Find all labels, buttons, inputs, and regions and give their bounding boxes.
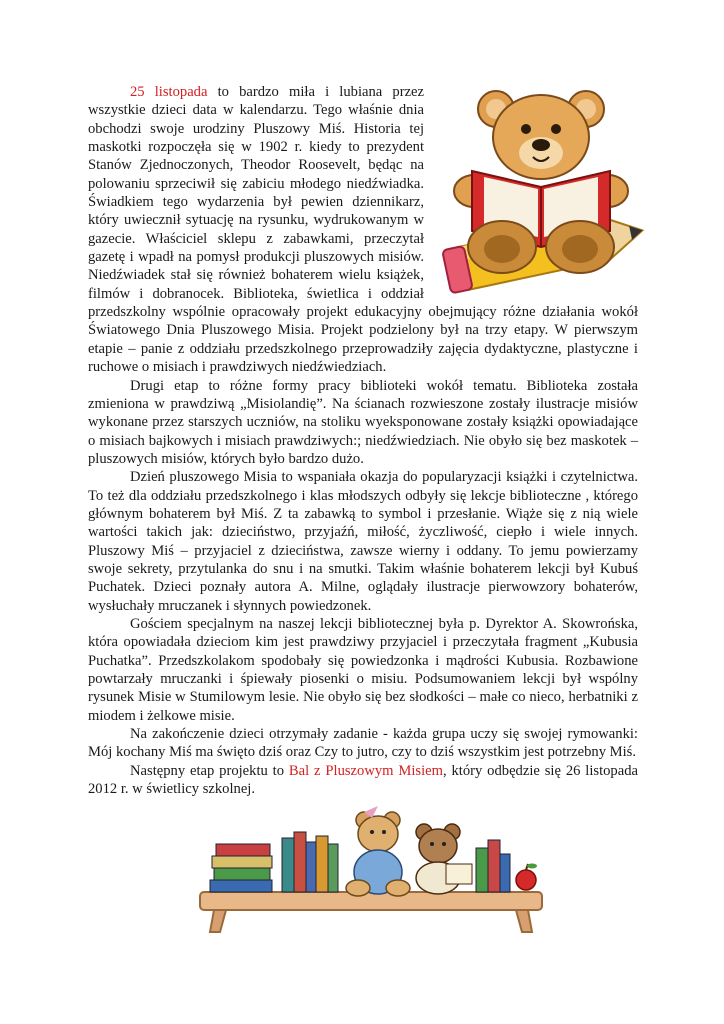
paragraph-4: Gościem specjalnym na naszej lekcji bibliotecznej była p. Dyrektor A. Skowrońska, która opowiadała dzieciom kim jest prawdziwy przyjaciel i przeczytała fragment „Kubusia Puchatka”. Przedszkolakom spodobały się powiedzonka i mądrości Kubusia. Rozbawione powtarzały mruczanki i śpiewały piosenki o misiu. Podsumowaniem lekcji był wspólny rysunek Misie w Stumilowym lesie. Nie obyło się bez słodkości – małe co nieco, herbatniki z miodem i żelkowe misie.: [88, 615, 638, 724]
paragraph-6: [88, 762, 638, 799]
paragraph-6-end: , który odbędzie się 26 listopada 2012 r. w świetlicy szkolnej.: [88, 762, 638, 798]
paragraph-5: Na zakończenie dzieci otrzymały zadanie - każda grupa uczy się swojej rymowanki: Mój kochany Miś ma święto dziś oraz Czy to jutro, czy to dziś wszystkim jest potrzebny Miś.: [88, 726, 638, 761]
paragraph-6-start: Następny etap projektu to: [130, 762, 289, 779]
event-name-highlight: Bal z Pluszowym Misiem: [288, 762, 443, 779]
paragraph-1-text: to bardzo miła i lubiana przez wszystkie dzieci data w kalendarzu. Tego właśnie dnia obchodzi swoje urodziny Pluszowy Miś. Historia tej maskotki rozpoczęła się w 1902 r. kiedy to prezydent Stanów Zjednoczonych, Theodor Roosevelt, będąc na polowaniu sprzeciwił się zabiciu młodego niedźwiadka. Świadkiem tego wydarzenia był pewien dziennikarz, który uwiecznił sytuację na rysunku, wydrukowanym w gazecie. Właściciel sklepu z zabawkami, przeczytał gazetę i wpadł na pomysł produkcji pluszowych misiów. Niedźwiadek stał się również bohaterem wielu książek, filmów i dobranocek. Biblioteka, świetlica i oddział przedszkolny wspólnie opracowały projekt edukacyjny obejmujący różne działania wokół Światowego Dnia Pluszowego Misia. Projekt podzielony był na trzy etapy. W pierwszym etapie – panie z oddziału przedszkolnego przeprowadziły zajęcia dydaktyczne, plastyczne i ruchowe o misiach i prawdziwych niedźwiedziach.: [88, 84, 638, 376]
article-body: [88, 83, 638, 798]
bookshelf-bears-illustration: [196, 800, 546, 940]
paragraph-3: Dzień pluszowego Misia to wspaniała okazja do popularyzacji książki i czytelnictwa. To też dla oddziału przedszkolnego i klas młodszych odbyły się lekcje biblioteczne , którego głównym bohaterem był Miś. Z ta zabawką to symbol i przesłanie. Wiąże się z nią wiele wartości takich jak: dzieciństwo, przyjaźń, miłość, życzliwość, ciepło i wiele innych. Pluszowy Miś – przyjaciel z dzieciństwa, zawsze wierny i oddany. To jemu powierzamy swoje sekrety, przytulanka do snu i na smutki. Takim właśnie bohaterem lekcji był Kubuś Puchatek. Dzieci poznały autora A. Milne, oglądały ilustracje pierwowzory bohaterów, wysłuchały mruczanek i słynnych powiedzonek.: [88, 469, 638, 614]
paragraph-2: Drugi etap to różne formy pracy biblioteki wokół tematu. Biblioteka została zmieniona w prawdziwą „Misiolandię”. Na ścianach rozwieszone zostały ilustracje misiów wykonane przez starszych uczniów, na stoliku wyeksponowane zostały książki opowiadające o misiach bajkowych i misiach prawdziwych:; niedźwiedziach. Nie obyło się bez maskotek – pluszowych misiów, których było bardzo dużo.: [88, 377, 638, 467]
date-highlight: 25 listopada: [130, 84, 208, 100]
teddy-bear-reading-illustration: [434, 79, 648, 297]
